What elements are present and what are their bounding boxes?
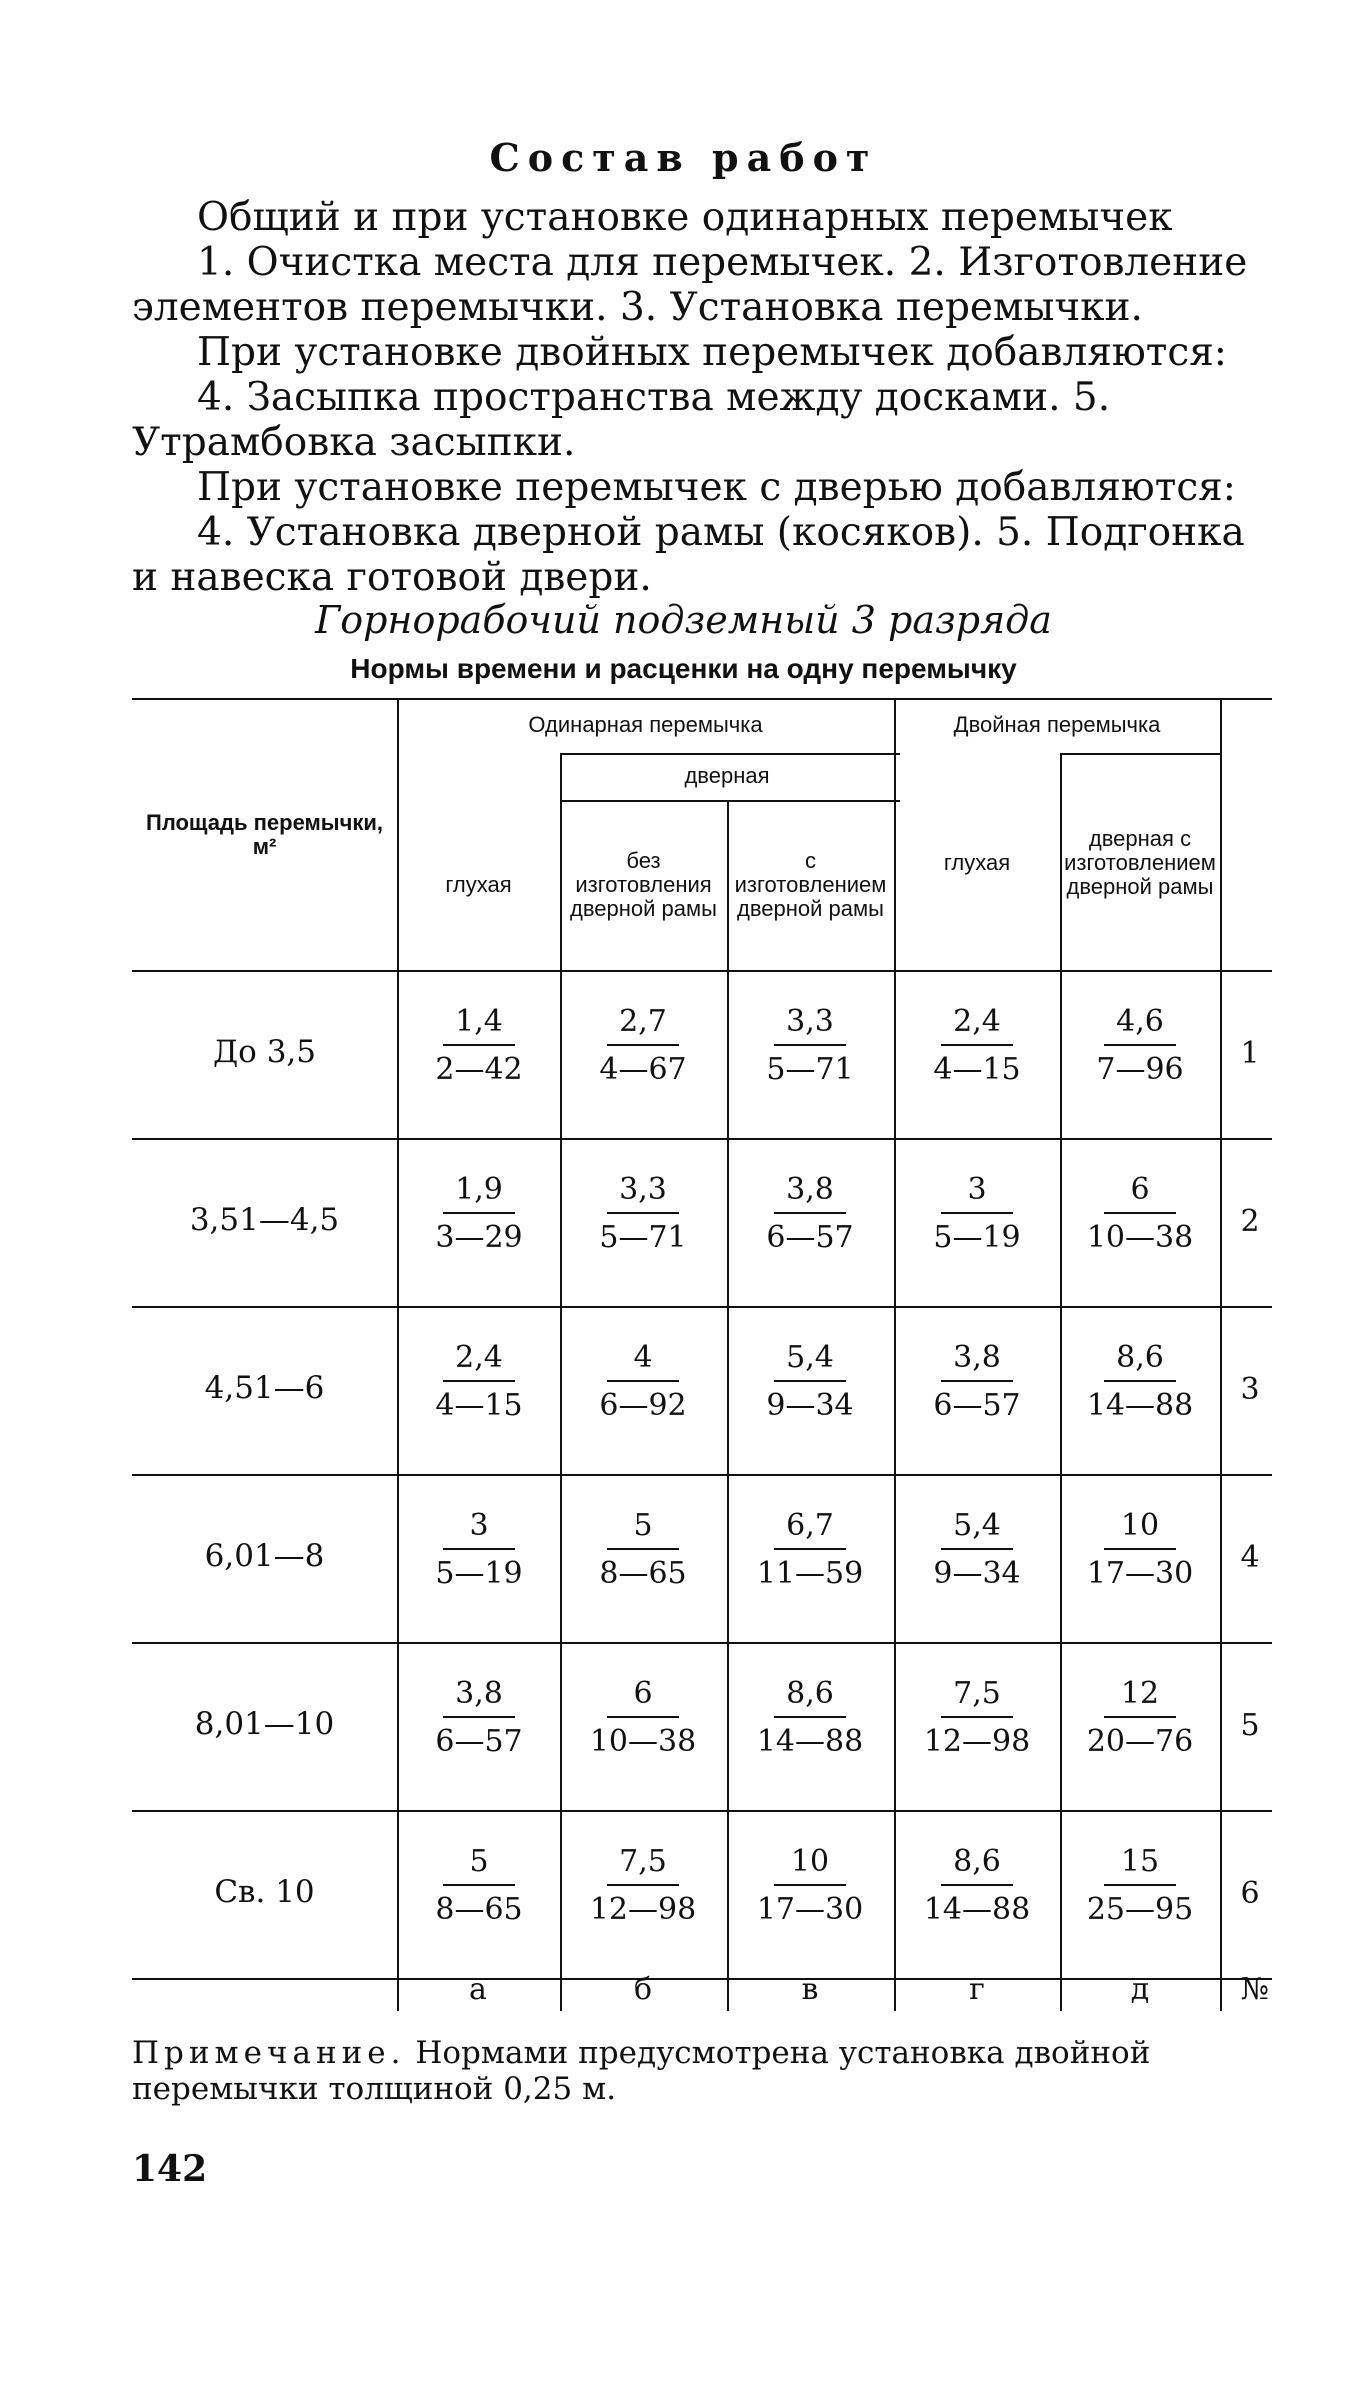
paragraph-steps-1: 1. Очистка места для перемычек. 2. Изготовление элементов перемычки. 3. Установка перемычки. [132,240,1248,330]
fraction-bar [443,1380,515,1382]
fraction-bar [1104,1212,1176,1214]
col-rule-e [1220,698,1222,2011]
fraction-bar [941,1548,1013,1550]
header-door-with-frame: дверная с изготовлением дверной рамы [1064,825,1216,899]
norm-cell [563,1674,723,1762]
norm-cell [563,1002,723,1090]
fraction-bar [607,1884,679,1886]
row-area-label: До 3,5 [212,1034,317,1070]
fraction-bar [443,1044,515,1046]
time-norm-value: 5,4 [953,1508,1001,1543]
time-norm-value: 4 [633,1340,653,1375]
rate-value: 9—34 [766,1388,854,1423]
time-norm-value: 5,4 [786,1340,834,1375]
time-norm-value: 2,4 [953,1004,1001,1039]
rate-value: 4—67 [599,1052,687,1087]
time-norm-value: 2,4 [455,1340,503,1375]
norm-cell [1060,1842,1220,1930]
rate-value: 14—88 [923,1892,1031,1927]
fraction-bar [443,1884,515,1886]
fraction-bar [607,1548,679,1550]
norm-cell [399,1674,559,1762]
time-norm-value: 7,5 [953,1676,1001,1711]
fraction-bar [774,1044,846,1046]
rate-value: 10—38 [1086,1220,1194,1255]
time-norm-value: 2,7 [619,1004,667,1039]
fraction-bar [941,1716,1013,1718]
paragraph-door-steps: 4. Установка дверной рамы (косяков). 5. Подгонка и навеска готовой двери. [132,510,1245,600]
fraction-bar [607,1380,679,1382]
time-norm-value: 3,8 [953,1340,1001,1375]
norm-cell [730,1002,890,1090]
fraction-bar [443,1548,515,1550]
row-number: 5 [1240,1708,1260,1743]
time-norm-value: 1,4 [455,1004,503,1039]
rate-value: 20—76 [1086,1724,1194,1759]
fraction-bar [443,1212,515,1214]
time-norm-value: 5 [633,1508,653,1543]
norm-cell [563,1506,723,1594]
time-norm-value: 3,3 [786,1004,834,1039]
rate-value: 10—38 [589,1724,697,1759]
footnote-text: Нормами предусмотрена установка двойной перемычки толщиной 0,25 м. [132,2035,1151,2107]
row-area-label: 4,51—6 [204,1370,325,1406]
norm-cell [897,1842,1057,1930]
worker-role: Горнорабочий подземный 3 разряда [315,598,1052,642]
rate-value: 6—57 [435,1724,523,1759]
fraction-bar [774,1884,846,1886]
rate-value: 25—95 [1086,1892,1194,1927]
norm-cell [1060,1674,1220,1762]
time-norm-value: 7,5 [619,1844,667,1879]
row-area-label: 6,01—8 [204,1538,325,1574]
time-norm-value: 6 [633,1676,653,1711]
time-norm-value: 3,8 [786,1172,834,1207]
rate-value: 3—29 [435,1220,523,1255]
fraction-bar [1104,1884,1176,1886]
header-door: дверная [684,763,770,788]
norm-cell [1060,1338,1220,1426]
fraction-bar [1104,1380,1176,1382]
rate-value: 14—88 [1086,1388,1194,1423]
time-norm-value: 6 [1130,1172,1150,1207]
column-letter-e: д [1130,1972,1150,2007]
norm-cell [563,1170,723,1258]
paragraph-intro: Общий и при установке одинарных перемычек [197,195,1173,240]
fraction-bar [1104,1548,1176,1550]
column-letter-a: а [469,1972,487,2007]
header-blind: глухая [445,872,512,897]
rate-value: 6—57 [766,1220,854,1255]
row-rule-2 [132,1306,1272,1308]
rate-value: 5—19 [435,1556,523,1591]
paragraph-double-steps: 4. Засыпка пространства между досками. 5. Утрамбовка засыпки. [132,375,1111,465]
rate-value: 8—65 [599,1556,687,1591]
fraction-bar [443,1716,515,1718]
fraction-bar [774,1212,846,1214]
row-number: 1 [1240,1036,1260,1071]
rate-value: 8—65 [435,1892,523,1927]
column-letter-d: г [969,1972,985,2007]
rate-value: 5—19 [933,1220,1021,1255]
rate-value: 5—71 [766,1052,854,1087]
header-blind-double: глухая [943,849,1011,875]
number-column-label: № [1240,1972,1270,2007]
rate-value: 4—15 [933,1052,1021,1087]
norm-cell [897,1506,1057,1594]
header-with-frame: с изготовлением дверной рамы [734,848,887,921]
row-area-label: 8,01—10 [194,1706,335,1742]
time-norm-value: 6,7 [786,1508,834,1543]
column-letter-c: в [801,1972,819,2007]
header-bottom-rule [132,970,1272,972]
time-norm-value: 12 [1120,1676,1160,1711]
norm-cell [399,1002,559,1090]
rate-value: 17—30 [756,1892,864,1927]
row-number: 4 [1240,1540,1260,1575]
row-number: 2 [1240,1204,1260,1239]
rate-value: 17—30 [1086,1556,1194,1591]
rate-value: 14—88 [756,1724,864,1759]
fraction-bar [941,1044,1013,1046]
header-without-frame: без изготовления дверной рамы [570,848,717,921]
norm-cell [399,1842,559,1930]
time-norm-value: 5 [469,1844,489,1879]
time-norm-value: 15 [1120,1844,1160,1879]
norm-cell [730,1506,890,1594]
time-norm-value: 4,6 [1116,1004,1164,1039]
time-norm-value: 8,6 [786,1676,834,1711]
paragraph-door-intro: При установке перемычек с дверью добавляются: [197,465,1236,510]
time-norm-value: 3 [469,1508,489,1543]
norm-cell [897,1674,1057,1762]
time-norm-value: 1,9 [455,1172,503,1207]
page-number: 142 [132,2148,208,2190]
footnote-label: Примечание. [132,2035,406,2071]
door-subgroup-underline [560,800,900,802]
norm-cell [1060,1002,1220,1090]
header-single: Одинарная перемычка [528,712,763,737]
fraction-bar [607,1716,679,1718]
fraction-bar [607,1044,679,1046]
row-number: 6 [1240,1876,1260,1911]
rate-value: 7—96 [1096,1052,1184,1087]
time-norm-value: 10 [1120,1508,1160,1543]
fraction-bar [1104,1044,1176,1046]
rate-value: 2—42 [435,1052,523,1087]
row-area-label: Св. 10 [214,1874,315,1910]
rate-value: 6—57 [933,1388,1021,1423]
row-rule-3 [132,1474,1272,1476]
fraction-bar [774,1548,846,1550]
rate-value: 11—59 [756,1556,864,1591]
section-title: Состав работ [489,135,878,180]
rate-value: 4—15 [435,1388,523,1423]
table-title: Нормы времени и расценки на одну перемычку [350,653,1017,684]
header-double: Двойная перемычка [953,712,1161,737]
row-rule-4 [132,1642,1272,1644]
norm-cell [399,1170,559,1258]
row-area-label: 3,51—4,5 [189,1202,340,1238]
time-norm-value: 3 [967,1172,987,1207]
column-letter-b: б [633,1972,653,2007]
time-norm-value: 3,8 [455,1676,503,1711]
norm-cell [897,1338,1057,1426]
fraction-bar [941,1884,1013,1886]
norm-cell [730,1170,890,1258]
rate-value: 5—71 [599,1220,687,1255]
norm-cell [399,1506,559,1594]
time-norm-value: 8,6 [1116,1340,1164,1375]
time-norm-value: 8,6 [953,1844,1001,1879]
norm-cell [1060,1506,1220,1594]
col-rule-b [727,800,729,2011]
norm-cell [897,1170,1057,1258]
paragraph-double-intro: При установке двойных перемычек добавляются: [197,330,1227,375]
rate-value: 12—98 [589,1892,697,1927]
norm-cell [730,1674,890,1762]
fraction-bar [774,1716,846,1718]
footnote [132,2035,1277,2107]
fraction-bar [941,1212,1013,1214]
fraction-bar [1104,1716,1176,1718]
rate-value: 9—34 [933,1556,1021,1591]
norm-cell [399,1338,559,1426]
header-area: Площадь перемычки, м² [146,810,383,859]
norm-cell [563,1338,723,1426]
row-rule-5 [132,1810,1272,1812]
fraction-bar [607,1212,679,1214]
fraction-bar [941,1380,1013,1382]
norm-cell [563,1842,723,1930]
norm-cell [730,1338,890,1426]
norm-cell [1060,1170,1220,1258]
rate-value: 12—98 [923,1724,1031,1759]
rate-value: 6—92 [599,1388,687,1423]
norm-cell [897,1002,1057,1090]
fraction-bar [774,1380,846,1382]
norm-cell [730,1842,890,1930]
time-norm-value: 3,3 [619,1172,667,1207]
time-norm-value: 10 [790,1844,830,1879]
row-number: 3 [1240,1372,1260,1407]
row-rule-1 [132,1138,1272,1140]
